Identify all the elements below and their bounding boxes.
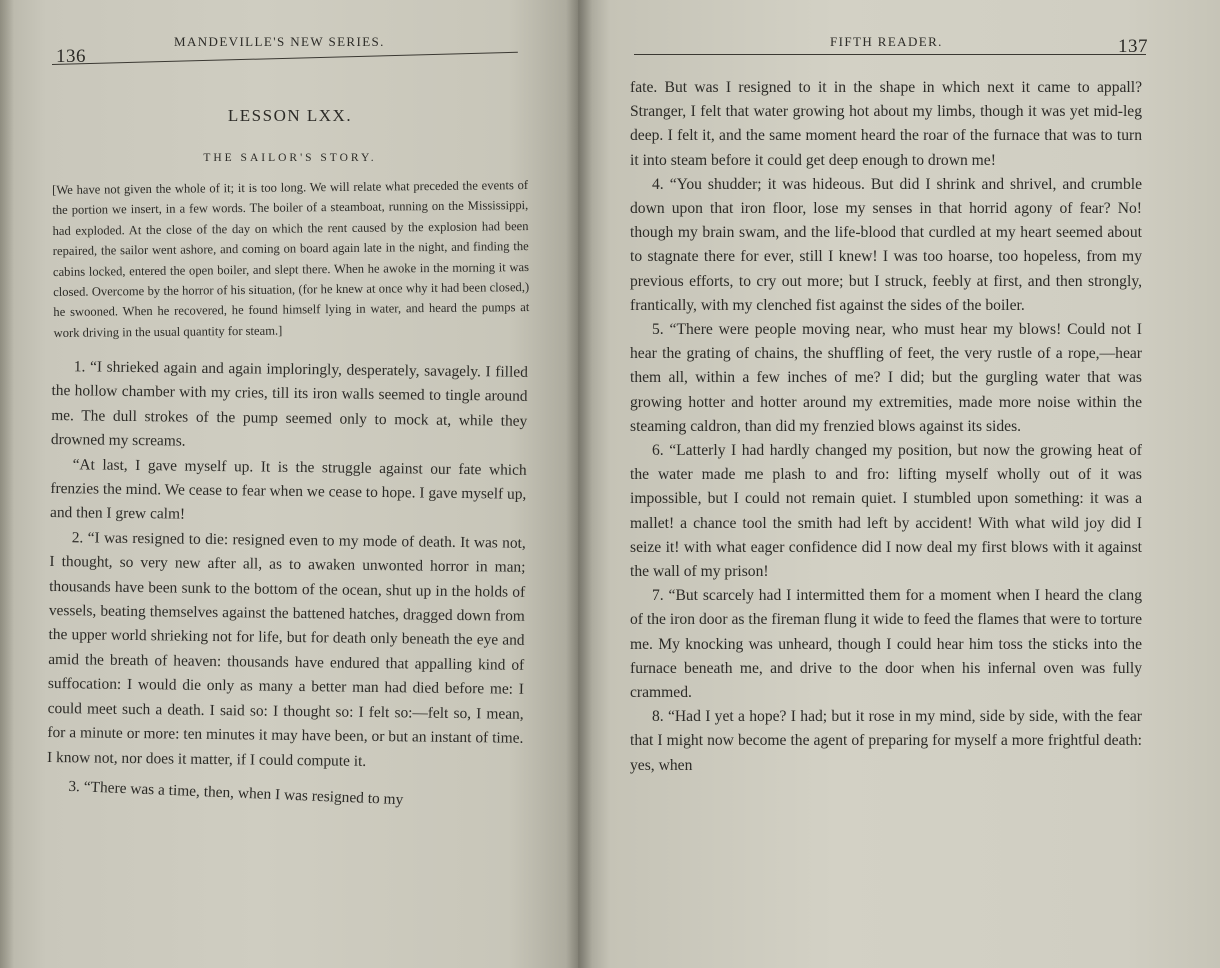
left-body-text [46, 355, 528, 809]
reader-running-title: FIFTH READER. [830, 34, 943, 49]
paragraph: 7. “But scarcely had I intermitted them for a moment when I heard the clang of the iron door as the fireman flung it wide to feed the flames that were to torture me. My knocking was unheard, though I could hear him toss the sticks into the furnace beneath me, and drive to the door when his infernal oven was fully crammed. [630, 587, 1142, 702]
paragraph: 2. “I was resigned to die: resigned even to my mode of death. It was not, I thought, so very new after all, as to awaken unwonted horror in man; thousands have been sunk to the bottom of the ocean, shut up in the holds of vessels, beating themselves against the battened hatches, dragged down from the upper world shrieking not for life, but for death only beneath the eye and amid the breath of heaven: thousands have endured that appalling kind of suffocation: I would die only as many a better man had died before me: I could meet such a death. I said so: I thought so: I felt so:—felt so, I mean, for a minute or more: ten minutes it may have been, or but an instant of time. I know not, nor does it matter, if I could compute it. [46, 529, 526, 770]
paragraph: 8. “Had I yet a hope? I had; but it rose in my mind, side by side, with the fear that I might now become the agent of preparing for myself a more frightful death: yes, when [630, 708, 1142, 774]
paragraph: 1. “I shrieked again and again imploringly, desperately, savagely. I filled the hollow chamber with my cries, till its iron walls seemed to tingle around me. The dull strokes of the pump seemed only to mock at, while they drowned my screams. [50, 358, 528, 451]
right-page [578, 0, 1220, 968]
left-header-rule [52, 52, 518, 65]
paragraph: fate. But was I resigned to it in the shape in which next it came to appall? Stranger, I felt that water growing hot about my limbs, though it was yet mid-leg deep. I felt it, and the same moment heard the roar of the furnace that was to turn it into steam before it could get deep enough to drown me! [630, 79, 1142, 169]
paragraph: 4. “You shudder; it was hideous. But did I shrink and shrivel, and crumble down upon that iron floor, lose my senses in that horrid agony of fear? No! though my brain swam, and the life-blood that curdled at my heart seemed about to stagnate there for ever, still I knew! I was too hoarse, too hopeless, from my previous efforts, to cry out more; but I struck, feebly at first, and then strongly, frantically, with my clenched fist against the sides of the boiler. [630, 175, 1142, 314]
right-page-number: 137 [1118, 36, 1148, 57]
right-body-text [630, 76, 1142, 778]
right-running-head [630, 0, 1220, 66]
left-page-number: 136 [56, 46, 86, 67]
left-running-head [52, 0, 578, 66]
lesson-title: LESSON LXX. [227, 106, 353, 125]
intro-note: [We have not given the whole of it; it is too long. We will relate what preceded the events of the portion we insert, in a few words. The boiler of a steamboat, running on the Mississippi, had exploded. At the close of the day on which the rent caused by the explosion had been repaired, the sailor went ashore, and coming on board again late in the night, and finding the cabins locked, entered the open boiler, and slept there. When he awoke in the morning it was closed. Overcome by the horror of his situation, (for he knew at once why it had been closed,) he swooned. When he recovered, he found himself lying in water, and heard the pumps at work driving in the usual quantity for steam.] [52, 178, 530, 340]
paragraph: “At last, I gave myself up. It is the struggle against our fate which frenzies the mind. We cease to fear when we cease to hope. I gave myself up, and then I grew calm! [49, 456, 527, 524]
book-left-edge [0, 0, 14, 968]
paragraph: 5. “There were people moving near, who must hear my blows! Could not I hear the grating of chains, the shuffling of feet, the very rustle of a rope,—hear them all, within a few inches of me? I did; but the gurgling water that was growing hotter and hotter around my extremities, made more noise within the steaming caldron, than did my frenzied blows against its sides. [630, 321, 1142, 435]
story-title: THE SAILOR'S STORY. [203, 152, 377, 164]
right-header-rule [634, 54, 1146, 55]
series-running-title: MANDEVILLE'S NEW SERIES. [174, 34, 385, 49]
paragraph: 3. “There was a time, then, when I was resigned to my [68, 778, 404, 809]
left-page [0, 0, 578, 968]
paragraph: 6. “Latterly I had hardly changed my position, but now the growing heat of the water made me plash to and fro: lifting myself wholly out of it was impossible, but I could not remain quiet. I stumbled upon something: it was a mallet! a chance tool the smith had left by accident! With what wild joy did I seize it! with what eager confidence did I now deal my first blows with it against the wall of my prison! [630, 442, 1142, 581]
